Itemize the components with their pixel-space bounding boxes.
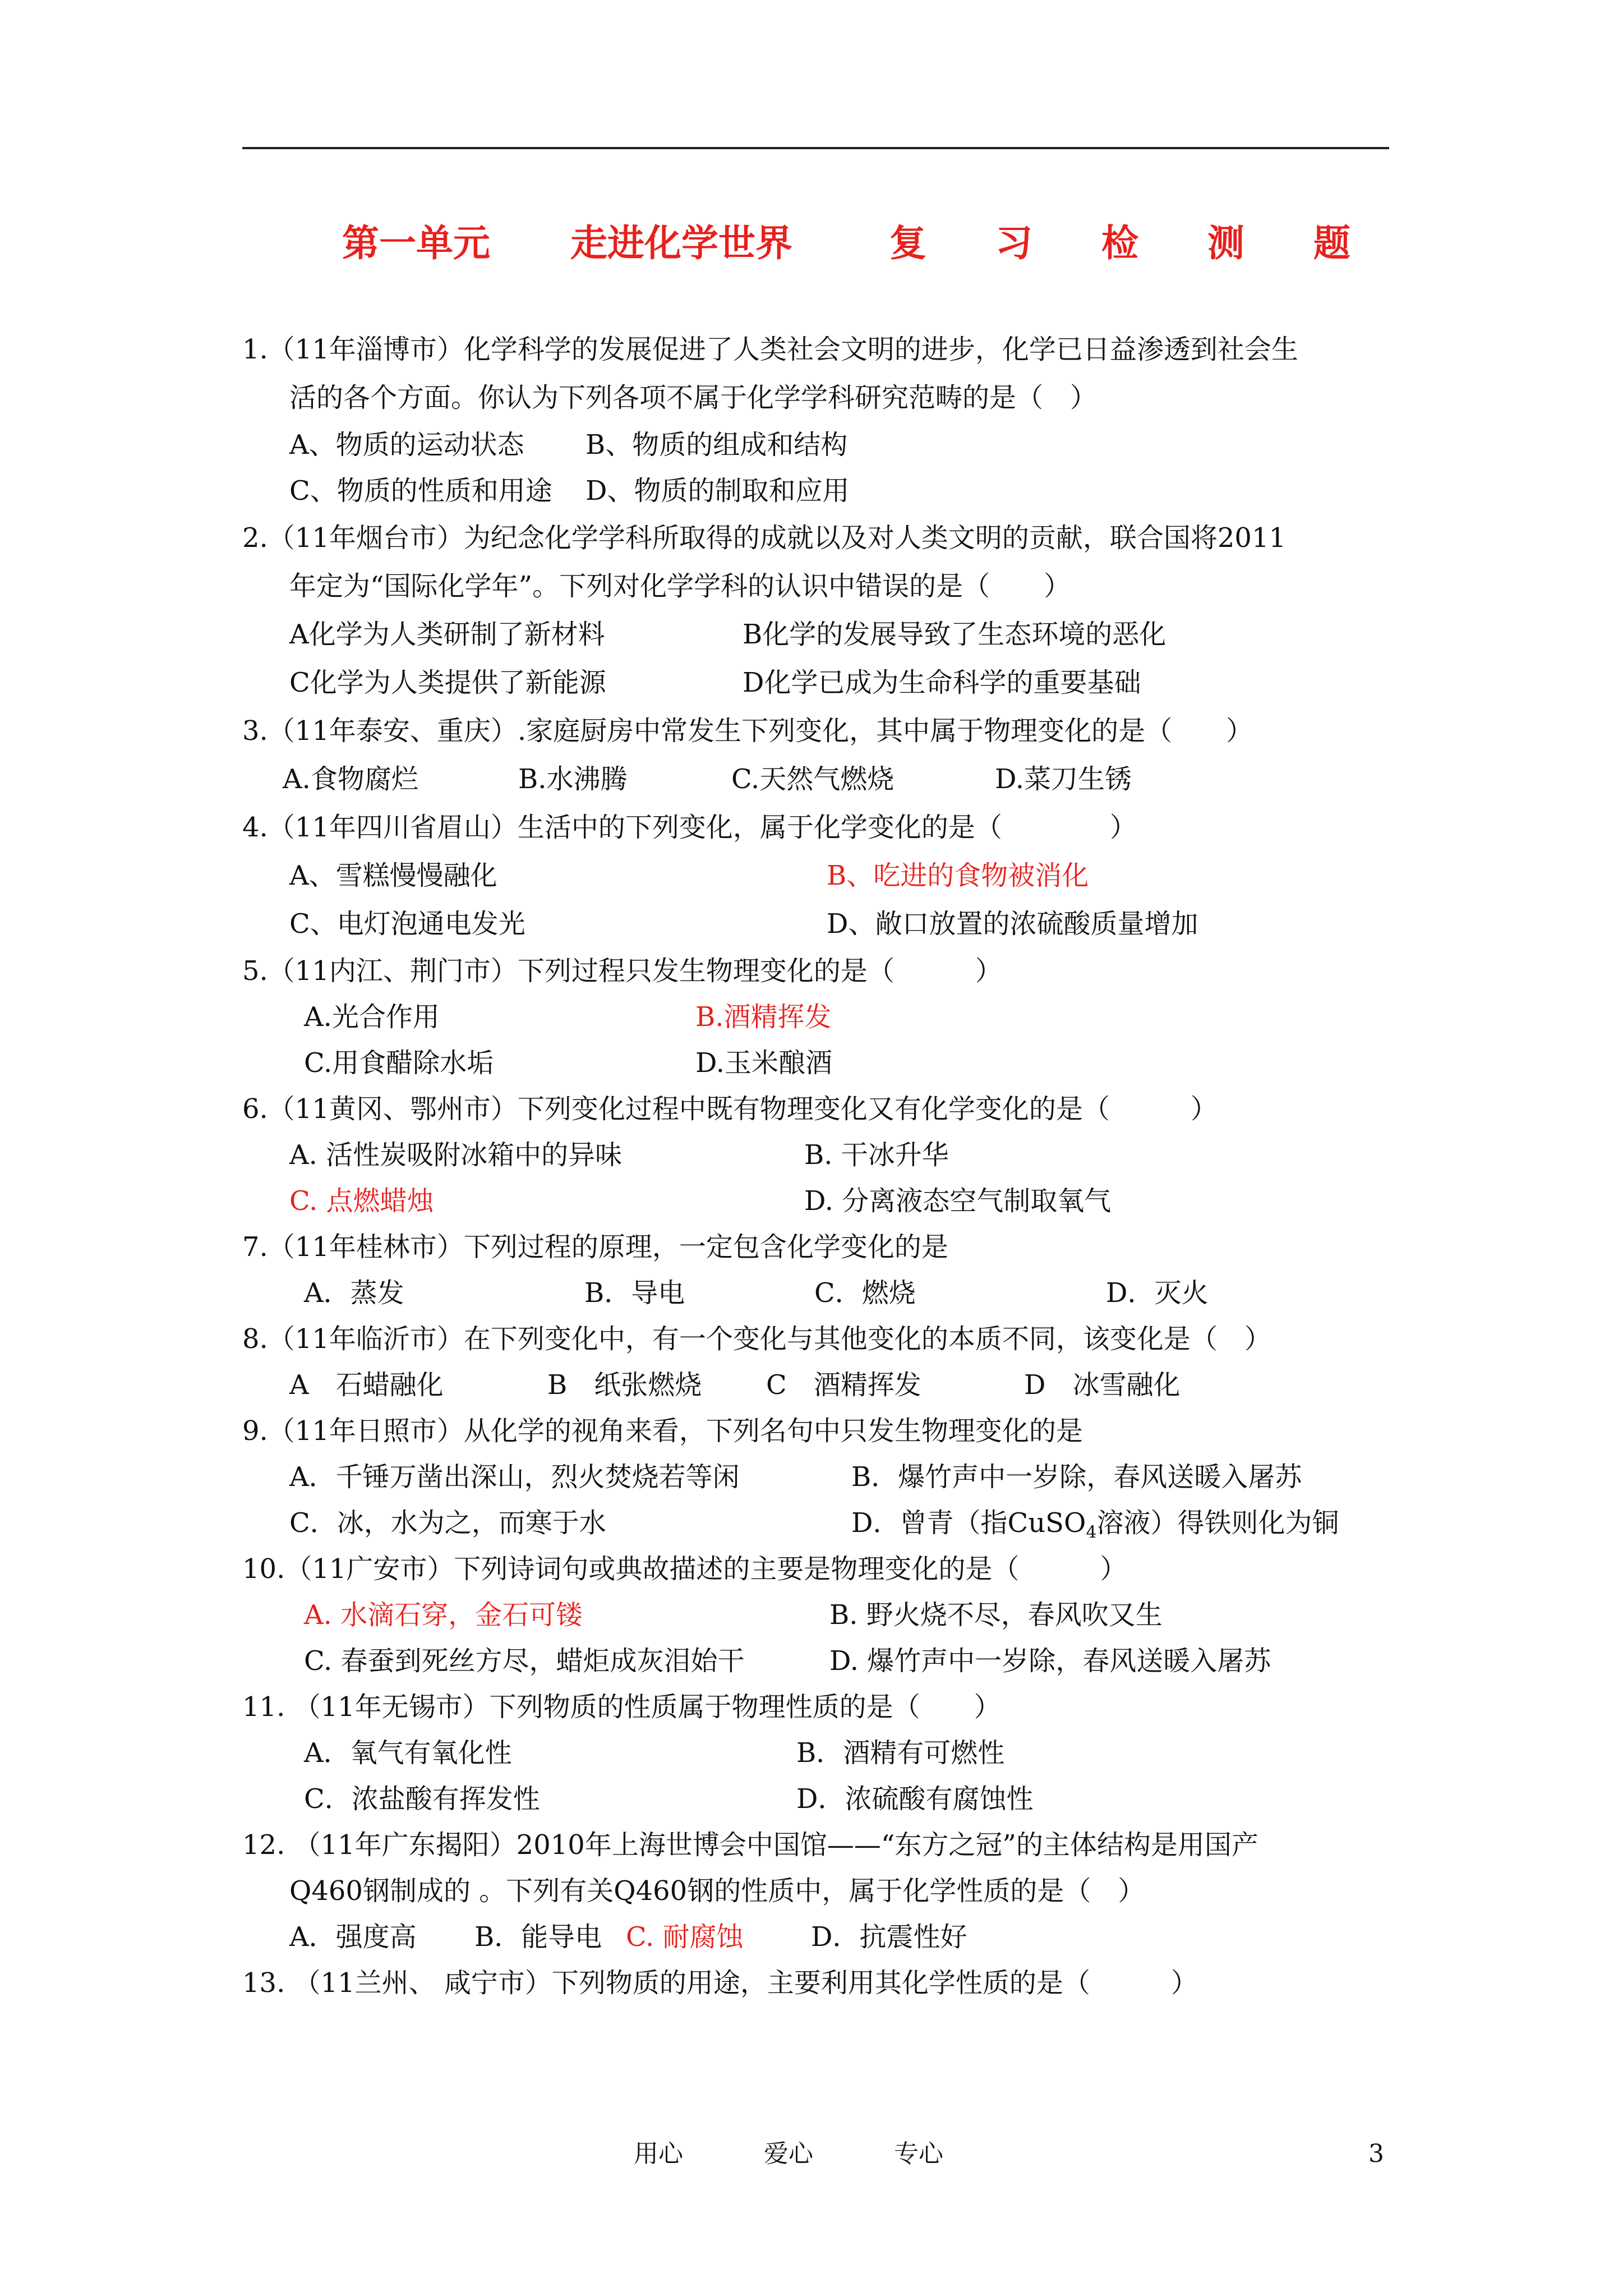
question-11-options-row-2 xyxy=(242,1776,1398,1822)
question-3-line-1: 3.（11年泰安、重庆）.家庭厨房中常发生下列变化，其中属于物理变化的是（ ） xyxy=(242,715,1253,747)
option-d: D、敞口放置的浓硫酸质量增加 xyxy=(827,908,1198,940)
question-11-options-row-1 xyxy=(242,1730,1398,1776)
question-1-line-2: 活的各个方面。你认为下列各项不属于化学学科研究范畴的是（ ） xyxy=(289,382,1098,413)
question-13-line-1: 13. （11兰州、 咸宁市）下列物质的用途，主要利用其化学性质的是（ ） xyxy=(242,1967,1198,1999)
question-12-options-row-1 xyxy=(242,1914,1398,1960)
question-3-options-row-1 xyxy=(242,755,1398,803)
question-8-line-1: 8.（11年临沂市）在下列变化中，有一个变化与其他变化的本质不同，该变化是（ ） xyxy=(242,1323,1271,1355)
option-b: B.水沸腾 xyxy=(518,763,628,795)
question-12-line-2: Q460钢制成的 。下列有关Q460钢的性质中，属于化学性质的是（ ） xyxy=(289,1875,1145,1907)
option-d: D化学已成为生命科学的重要基础 xyxy=(743,667,1141,698)
question-11-line-1: 11. （11年无锡市）下列物质的性质属于物理性质的是（ ） xyxy=(242,1691,1001,1723)
title-unit: 第一单元 xyxy=(342,221,490,265)
question-4-options-row-2 xyxy=(242,900,1398,948)
question-4-line-1: 4.（11年四川省眉山）生活中的下列变化，属于化学变化的是（ ） xyxy=(242,812,1137,843)
question-4-options-row-1 xyxy=(242,852,1398,900)
option-c: C．冰，水为之，而寒于水 xyxy=(289,1507,606,1539)
question-9-line-1: 9.（11年日照市）从化学的视角来看，下列名句中只发生物理变化的是 xyxy=(242,1415,1083,1447)
option-c: C．浓盐酸有挥发性 xyxy=(304,1783,540,1815)
page-number: 3 xyxy=(1368,2139,1384,2168)
question-2-options-row-2 xyxy=(242,659,1398,707)
option-a: A.食物腐烂 xyxy=(283,763,418,795)
question-6-line-1: 6.（11黄冈、鄂州市）下列变化过程中既有物理变化又有化学变化的是（ ） xyxy=(242,1093,1218,1125)
option-b: B、物质的组成和结构 xyxy=(585,429,848,461)
option-c-answer: C. 点燃蜡烛 xyxy=(289,1185,434,1217)
option-a: A 石蜡融化 xyxy=(289,1369,444,1401)
option-d xyxy=(851,1500,1339,1546)
page-title xyxy=(342,212,1350,274)
option-c: C.用食醋除水垢 xyxy=(304,1047,494,1079)
question-9-options-row-1 xyxy=(242,1454,1398,1500)
option-a: A．强度高 xyxy=(289,1921,417,1953)
question-5-options-row-2 xyxy=(242,1040,1398,1086)
question-list xyxy=(242,325,1398,2006)
option-a: A．蒸发 xyxy=(304,1277,404,1309)
option-c: C、物质的性质和用途 xyxy=(289,475,552,507)
formula-cuso4 xyxy=(1007,1507,1097,1543)
question-2-options-row-1 xyxy=(242,610,1398,659)
option-a: A.光合作用 xyxy=(304,1001,440,1033)
question-10-line-1: 10.（11广安市）下列诗词句或典故描述的主要是物理变化的是（ ） xyxy=(242,1553,1127,1585)
option-b-answer: B、吃进的食物被消化 xyxy=(827,860,1089,891)
option-c: C、电灯泡通电发光 xyxy=(289,908,525,940)
option-a-answer: A. 水滴石穿，金石可镂 xyxy=(304,1599,583,1631)
title-char: 题 xyxy=(1313,221,1350,265)
question-1-options-row-2 xyxy=(242,468,1398,514)
option-b: B．导电 xyxy=(584,1277,685,1309)
option-c: C化学为人类提供了新能源 xyxy=(289,667,606,698)
title-topic: 走进化学世界 xyxy=(570,221,792,265)
option-a: A化学为人类研制了新材料 xyxy=(289,619,605,650)
title-char: 测 xyxy=(1207,221,1244,265)
option-b: B化学的发展导致了生态环境的恶化 xyxy=(743,619,1166,650)
option-c: C．燃烧 xyxy=(814,1277,916,1309)
option-b: B．酒精有可燃性 xyxy=(796,1737,1005,1769)
option-c: C.天然气燃烧 xyxy=(731,763,895,795)
option-c: C. 春蚕到死丝方尽，蜡炬成灰泪始干 xyxy=(304,1645,745,1677)
option-c-answer: C. 耐腐蚀 xyxy=(626,1921,744,1953)
title-char: 习 xyxy=(995,221,1032,265)
question-6-options-row-2 xyxy=(242,1178,1398,1224)
header-rule xyxy=(242,147,1389,149)
question-10-options-row-1 xyxy=(242,1592,1398,1638)
question-2-line-1: 2.（11年烟台市）为纪念化学学科所取得的成就以及对人类文明的贡献，联合国将2011 xyxy=(242,522,1287,554)
option-d: D. 分离液态空气制取氧气 xyxy=(804,1185,1112,1217)
option-d: D．浓硫酸有腐蚀性 xyxy=(796,1783,1034,1815)
question-7-options-row-1 xyxy=(242,1270,1398,1316)
option-a: A、物质的运动状态 xyxy=(289,429,524,461)
option-a: A、雪糕慢慢融化 xyxy=(289,860,497,891)
option-d: D．灭火 xyxy=(1106,1277,1209,1309)
option-d: D．抗震性好 xyxy=(811,1921,967,1953)
question-2-line-2: 年定为“国际化学年”。下列对化学学科的认识中错误的是（ ） xyxy=(289,570,1071,602)
page-footer xyxy=(0,2132,1623,2177)
option-d: D. 爆竹声中一岁除，春风送暖入屠苏 xyxy=(829,1645,1271,1677)
question-5-line-1: 5.（11内江、荆门市）下列过程只发生物理变化的是（ ） xyxy=(242,955,1002,987)
title-char: 检 xyxy=(1101,221,1138,265)
option-c: C 酒精挥发 xyxy=(766,1369,921,1401)
question-12-line-1: 12. （11年广东揭阳）2010年上海世博会中国馆——“东方之冠”的主体结构是用国产 xyxy=(242,1829,1258,1861)
question-8-options-row-1 xyxy=(242,1362,1398,1408)
question-6-options-row-1 xyxy=(242,1132,1398,1178)
question-1-line-1: 1.（11年淄博市）化学科学的发展促进了人类社会文明的进步，化学已日益渗透到社会生 xyxy=(242,334,1298,365)
option-a: A．氧气有氧化性 xyxy=(304,1737,512,1769)
question-10-options-row-2 xyxy=(242,1638,1398,1684)
option-d-text-start: D．曾青（指 xyxy=(851,1507,1008,1539)
footer-word: 爱心 xyxy=(764,2139,813,2168)
option-b: B 纸张燃烧 xyxy=(547,1369,702,1401)
option-d: D 冰雪融化 xyxy=(1024,1369,1181,1401)
option-b-answer: B.酒精挥发 xyxy=(695,1001,832,1033)
option-d: D.玉米酿酒 xyxy=(695,1047,833,1079)
option-b: B．能导电 xyxy=(474,1921,602,1953)
option-b: B. 干冰升华 xyxy=(804,1139,949,1171)
option-a: A. 活性炭吸附冰箱中的异味 xyxy=(289,1139,623,1171)
question-1-options-row-1 xyxy=(242,422,1398,468)
option-d: D.菜刀生锈 xyxy=(995,763,1132,795)
question-7-line-1: 7.（11年桂林市）下列过程的原理，一定包含化学变化的是 xyxy=(242,1231,948,1263)
option-b: B. 野火烧不尽，春风吹又生 xyxy=(829,1599,1163,1631)
formula-subscript: 4 xyxy=(1086,1522,1097,1543)
option-d-text-end: 溶液）得铁则化为铜 xyxy=(1096,1507,1339,1539)
formula-base: CuSO xyxy=(1007,1507,1086,1539)
option-a: A．千锤万凿出深山，烈火焚烧若等闲 xyxy=(289,1461,740,1493)
question-9-options-row-2 xyxy=(242,1500,1398,1546)
title-char: 复 xyxy=(889,221,926,265)
question-5-options-row-1 xyxy=(242,994,1398,1040)
option-d: D、物质的制取和应用 xyxy=(585,475,850,507)
footer-word: 专心 xyxy=(894,2139,943,2168)
footer-word: 用心 xyxy=(634,2139,683,2168)
option-b: B．爆竹声中一岁除，春风送暖入屠苏 xyxy=(851,1461,1302,1493)
footer-motto xyxy=(634,2132,943,2177)
